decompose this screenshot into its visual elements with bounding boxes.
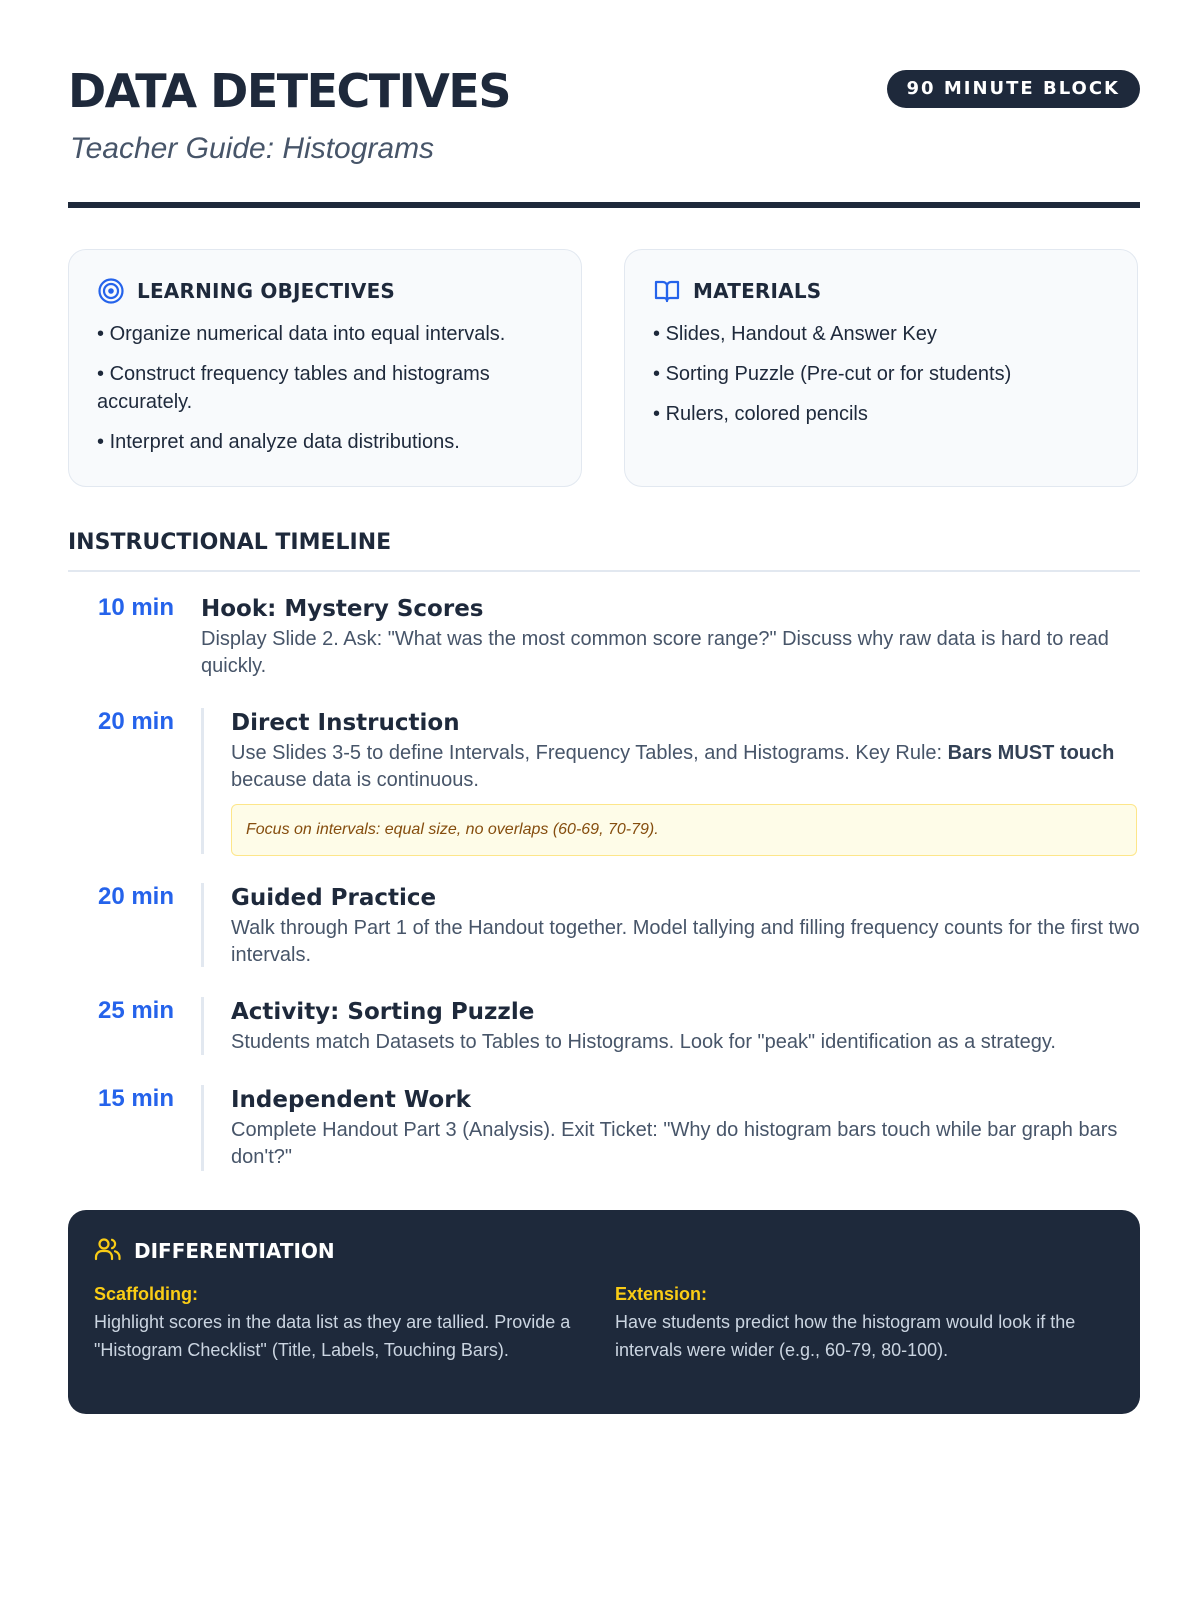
scaffolding-label: Scaffolding: <box>94 1284 198 1304</box>
timeline-line <box>201 708 204 854</box>
timeline-description: Display Slide 2. Ask: "What was the most common score range?" Discuss why raw data is hard to read quickly. <box>201 628 1109 677</box>
materials-list <box>653 320 1111 428</box>
timeline-time: 15 min <box>97 1085 174 1112</box>
extension-column <box>615 1280 1114 1364</box>
duration-badge: 90 MINUTE BLOCK <box>887 70 1140 108</box>
page-title: DATA DETECTIVES <box>68 64 510 118</box>
extension-label: Extension: <box>614 1284 707 1304</box>
timeline-heading: INSTRUCTIONAL TIMELINE <box>68 530 392 555</box>
key-rule-text: Bars MUST touch <box>947 742 1115 764</box>
timeline-time: 20 min <box>97 883 174 910</box>
timeline-divider <box>68 570 1140 572</box>
timeline-content <box>231 708 1140 856</box>
scaffolding-column <box>94 1280 615 1364</box>
timeline-title: Guided Practice <box>231 885 437 911</box>
teacher-guide-page <box>68 0 1140 1360</box>
objective-item: • Interpret and analyze data distributions. <box>97 428 555 456</box>
header-divider <box>68 202 1140 208</box>
timeline-content <box>231 997 1140 1056</box>
materials-card <box>624 249 1138 487</box>
timeline-description: Students match Datasets to Tables to Histograms. Look for "peak" identification as a strategy. <box>231 1031 1056 1053</box>
timeline-line <box>201 997 204 1055</box>
info-cards <box>68 249 1140 489</box>
learning-objectives-card <box>68 249 582 487</box>
differentiation-title: DIFFERENTIATION <box>134 1239 335 1263</box>
material-item: • Sorting Puzzle (Pre-cut or for students) <box>653 360 1111 388</box>
timeline-line <box>201 1085 204 1171</box>
target-icon <box>97 277 125 305</box>
timeline-line <box>201 883 204 967</box>
objective-item: • Organize numerical data into equal intervals. <box>97 320 555 348</box>
timeline-time: 25 min <box>97 997 174 1024</box>
objectives-list <box>97 320 555 456</box>
timeline-description: Complete Handout Part 3 (Analysis). Exit Ticket: "Why do histogram bars touch while bar graph bars don't?" <box>231 1119 1118 1168</box>
materials-title: MATERIALS <box>693 279 822 303</box>
differentiation-panel <box>68 1210 1140 1414</box>
timeline-title: Independent Work <box>231 1087 471 1113</box>
page-subtitle: Teacher Guide: Histograms <box>70 132 435 165</box>
material-item: • Slides, Handout & Answer Key <box>653 320 1111 348</box>
objective-item: • Construct frequency tables and histograms accurately. <box>97 360 555 416</box>
objectives-title: LEARNING OBJECTIVES <box>137 279 396 303</box>
scaffolding-text: Highlight scores in the data list as they are tallied. Provide a "Histogram Checklist" (Title, Labels, Touching Bars). <box>94 1312 571 1360</box>
timeline-description: Walk through Part 1 of the Handout together. Model tallying and filling frequency counts for the first two intervals. <box>231 917 1140 966</box>
timeline-title: Activity: Sorting Puzzle <box>231 999 535 1025</box>
timeline-title: Hook: Mystery Scores <box>201 596 484 622</box>
users-icon <box>94 1235 122 1268</box>
intervals-note: Focus on intervals: equal size, no overlaps (60-69, 70-79). <box>231 804 1137 856</box>
timeline-content <box>201 594 1140 680</box>
timeline-description: Use Slides 3-5 to define Intervals, Frequency Tables, and Histograms. Key Rule: Bars MUST touch because data is continuous. <box>231 742 1115 791</box>
header <box>68 0 1140 210</box>
material-item: • Rulers, colored pencils <box>653 400 1111 428</box>
extension-text: Have students predict how the histogram would look if the intervals were wider (e.g., 60-79, 80-100). <box>614 1312 1076 1360</box>
timeline-time: 20 min <box>97 708 174 735</box>
book-open-icon <box>653 277 681 305</box>
timeline-time: 10 min <box>97 594 174 621</box>
timeline-content <box>231 1085 1140 1171</box>
timeline-content <box>231 883 1140 969</box>
timeline-title: Direct Instruction <box>231 710 460 736</box>
